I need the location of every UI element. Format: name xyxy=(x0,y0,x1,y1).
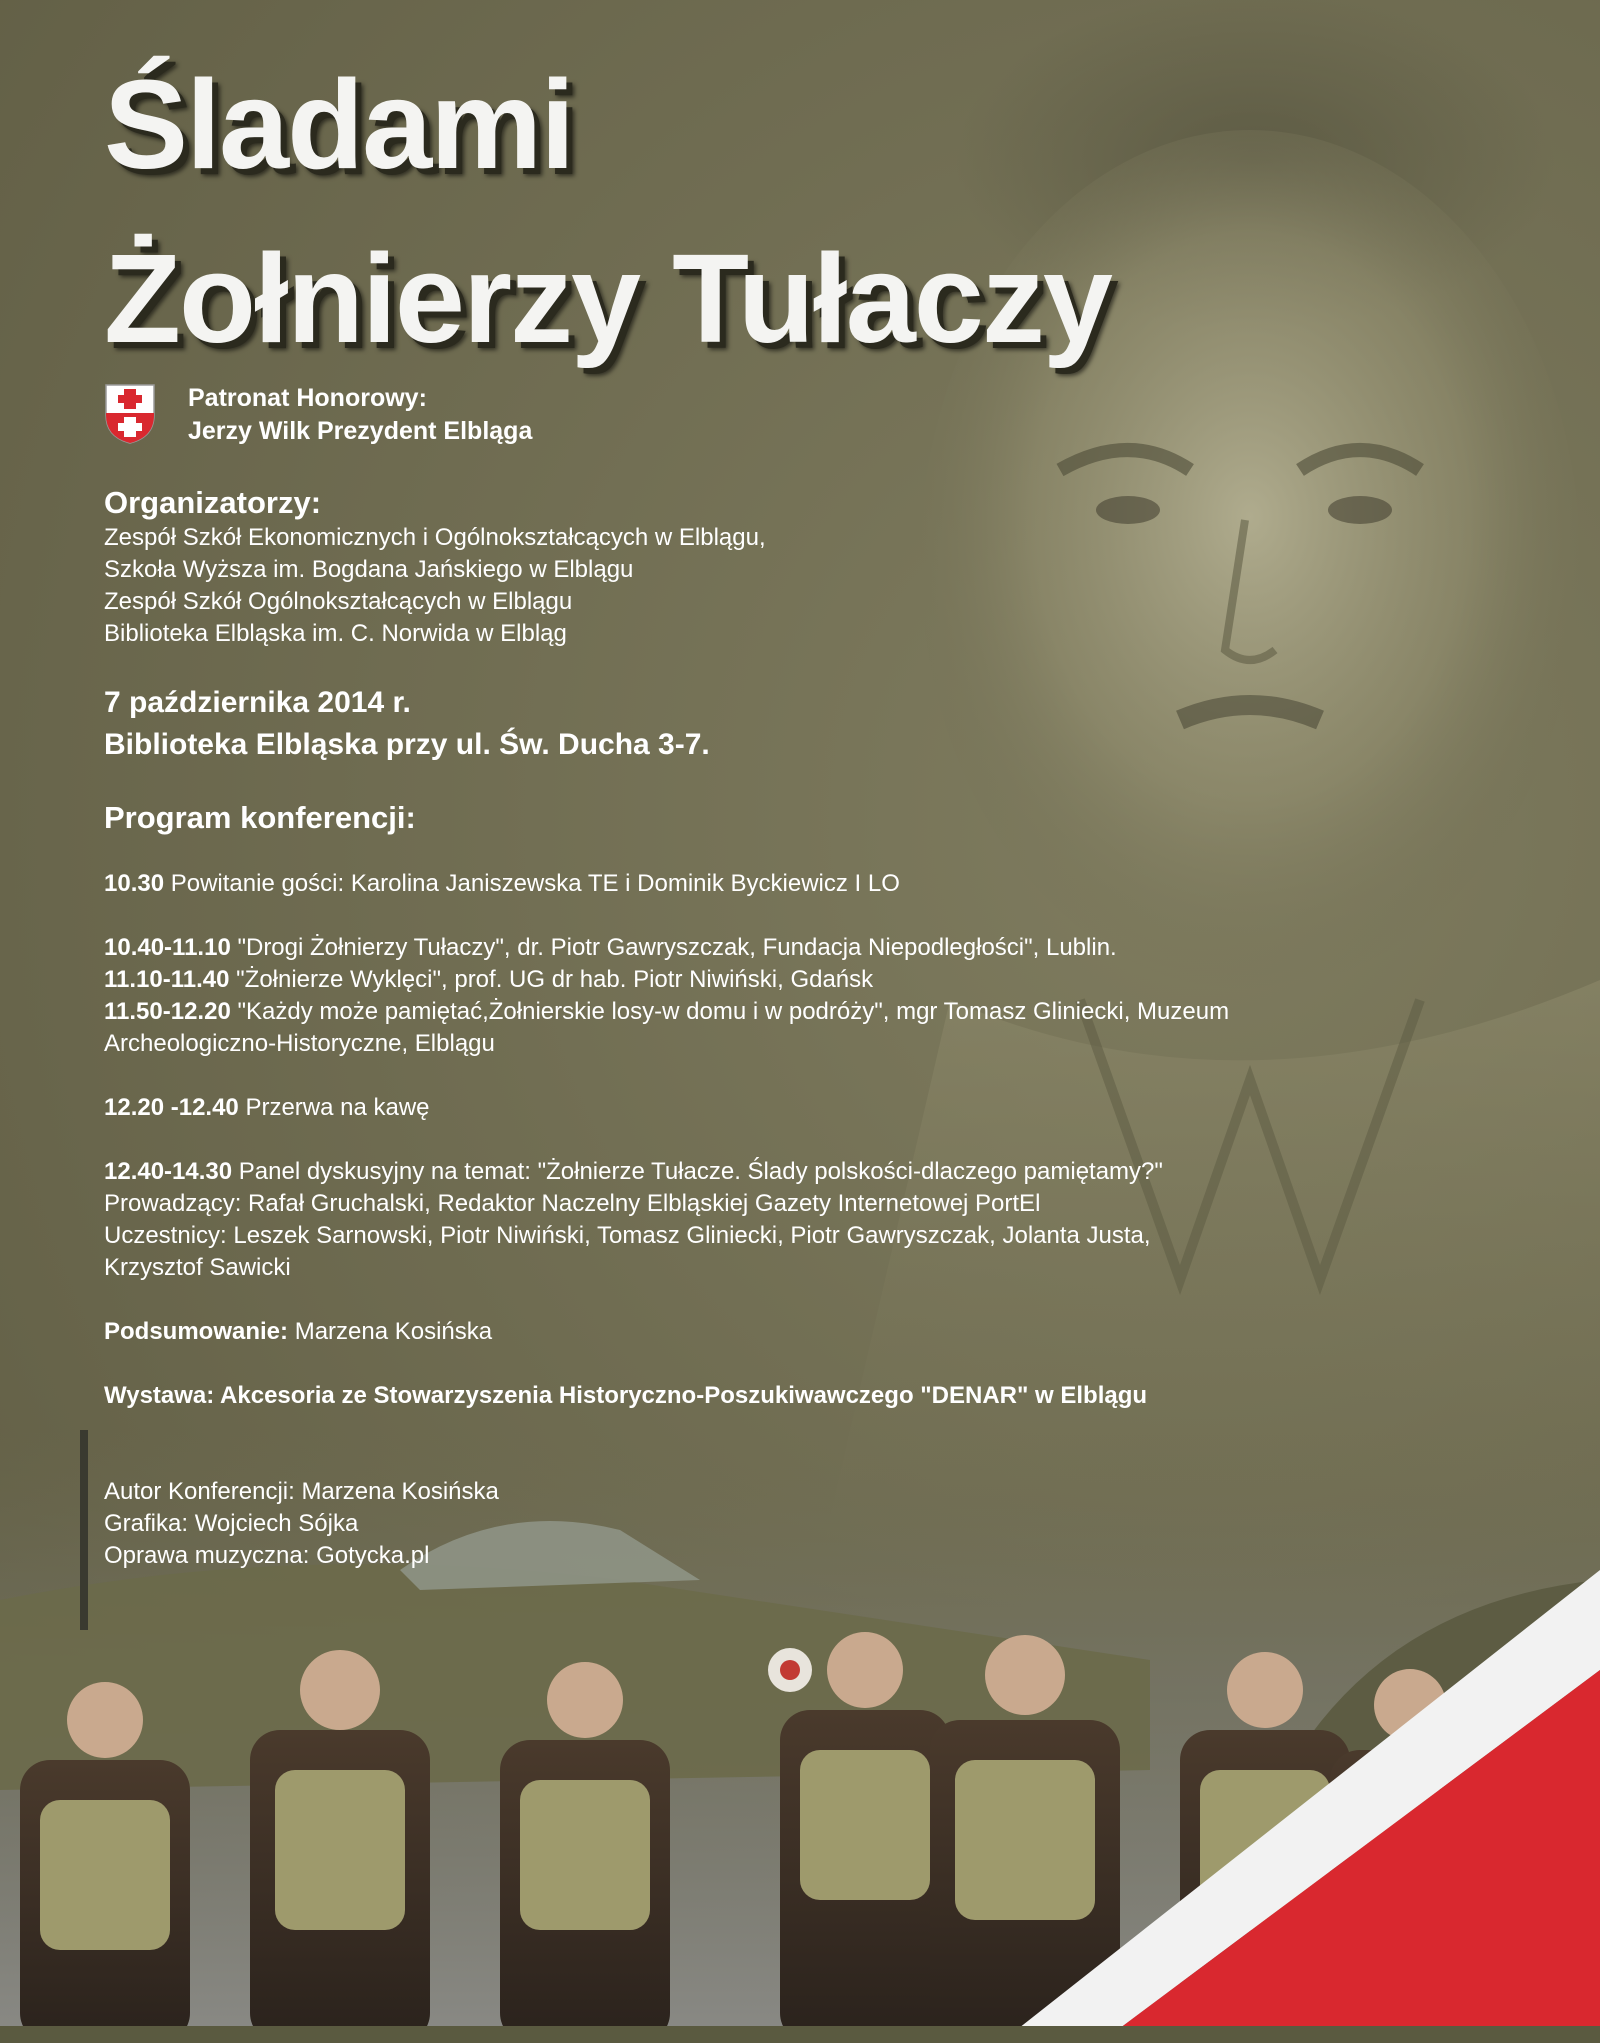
program-item: 10.30 Powitanie gości: Karolina Janiszewska TE i Dominik Byckiewicz I LO xyxy=(104,870,900,897)
event-place: Biblioteka Elbląska przy ul. Św. Ducha 3-7. xyxy=(104,728,710,761)
program-item: Archeologiczno-Historyczne, Elblągu xyxy=(104,1030,495,1057)
program-item: 11.10-11.40 "Żołnierze Wyklęci", prof. UG dr hab. Piotr Niwiński, Gdańsk xyxy=(104,966,874,993)
program-item: 12.20 -12.40 Przerwa na kawę xyxy=(104,1094,430,1121)
patron-label: Patronat Honorowy: xyxy=(188,384,427,412)
organizer-item: Zespół Szkół Ekonomicznych i Ogólnokształcących w Elblągu, xyxy=(104,524,766,551)
program-item: 11.50-12.20 "Każdy może pamiętać,Żołnierskie losy-w domu i w podróży", mgr Tomasz Gliniecki, Muzeum xyxy=(104,998,1230,1025)
organizer-item: Biblioteka Elbląska im. C. Norwida w Elbląg xyxy=(104,620,567,647)
elblag-coat-of-arms-icon xyxy=(104,383,156,445)
program-heading: Program konferencji: xyxy=(104,800,416,835)
title-line1: Śladami xyxy=(104,54,574,195)
program-item: Prowadzący: Rafał Gruchalski, Redaktor Naczelny Elbląskiej Gazety Internetowej PortEl xyxy=(104,1190,1041,1217)
program-item: Uczestnicy: Leszek Sarnowski, Piotr Niwiński, Tomasz Gliniecki, Piotr Gawryszczak, Jolanta Justa, xyxy=(104,1222,1151,1249)
event-date: 7 października 2014 r. xyxy=(104,686,411,719)
exhibition: Wystawa: Akcesoria ze Stowarzyszenia Historyczno-Poszukiwawczego "DENAR" w Elblągu xyxy=(104,1382,1148,1409)
credit-music: Oprawa muzyczna: Gotycka.pl xyxy=(104,1542,430,1569)
credit-author: Autor Konferencji: Marzena Kosińska xyxy=(104,1478,499,1505)
summary: Podsumowanie: Marzena Kosińska xyxy=(104,1318,493,1345)
organizers-heading: Organizatorzy: xyxy=(104,485,322,520)
patron-name: Jerzy Wilk Prezydent Elbląga xyxy=(188,417,533,445)
title-line2: Żołnierzy Tułaczy xyxy=(104,228,1111,369)
program-item: 12.40-14.30 Panel dyskusyjny na temat: "Żołnierze Tułacze. Ślady polskości-dlaczego pamiętamy?" xyxy=(104,1158,1163,1185)
program-item: Krzysztof Sawicki xyxy=(104,1254,291,1281)
organizer-item: Zespół Szkół Ogólnokształcących w Elblągu xyxy=(104,588,573,615)
credit-graphics: Grafika: Wojciech Sójka xyxy=(104,1510,359,1537)
program-item: 10.40-11.10 "Drogi Żołnierzy Tułaczy", dr. Piotr Gawryszczak, Fundacja Niepodległości", Lublin. xyxy=(104,934,1117,961)
organizer-item: Szkoła Wyższa im. Bogdana Jańskiego w Elblągu xyxy=(104,556,634,583)
bottom-band xyxy=(0,2026,1600,2043)
